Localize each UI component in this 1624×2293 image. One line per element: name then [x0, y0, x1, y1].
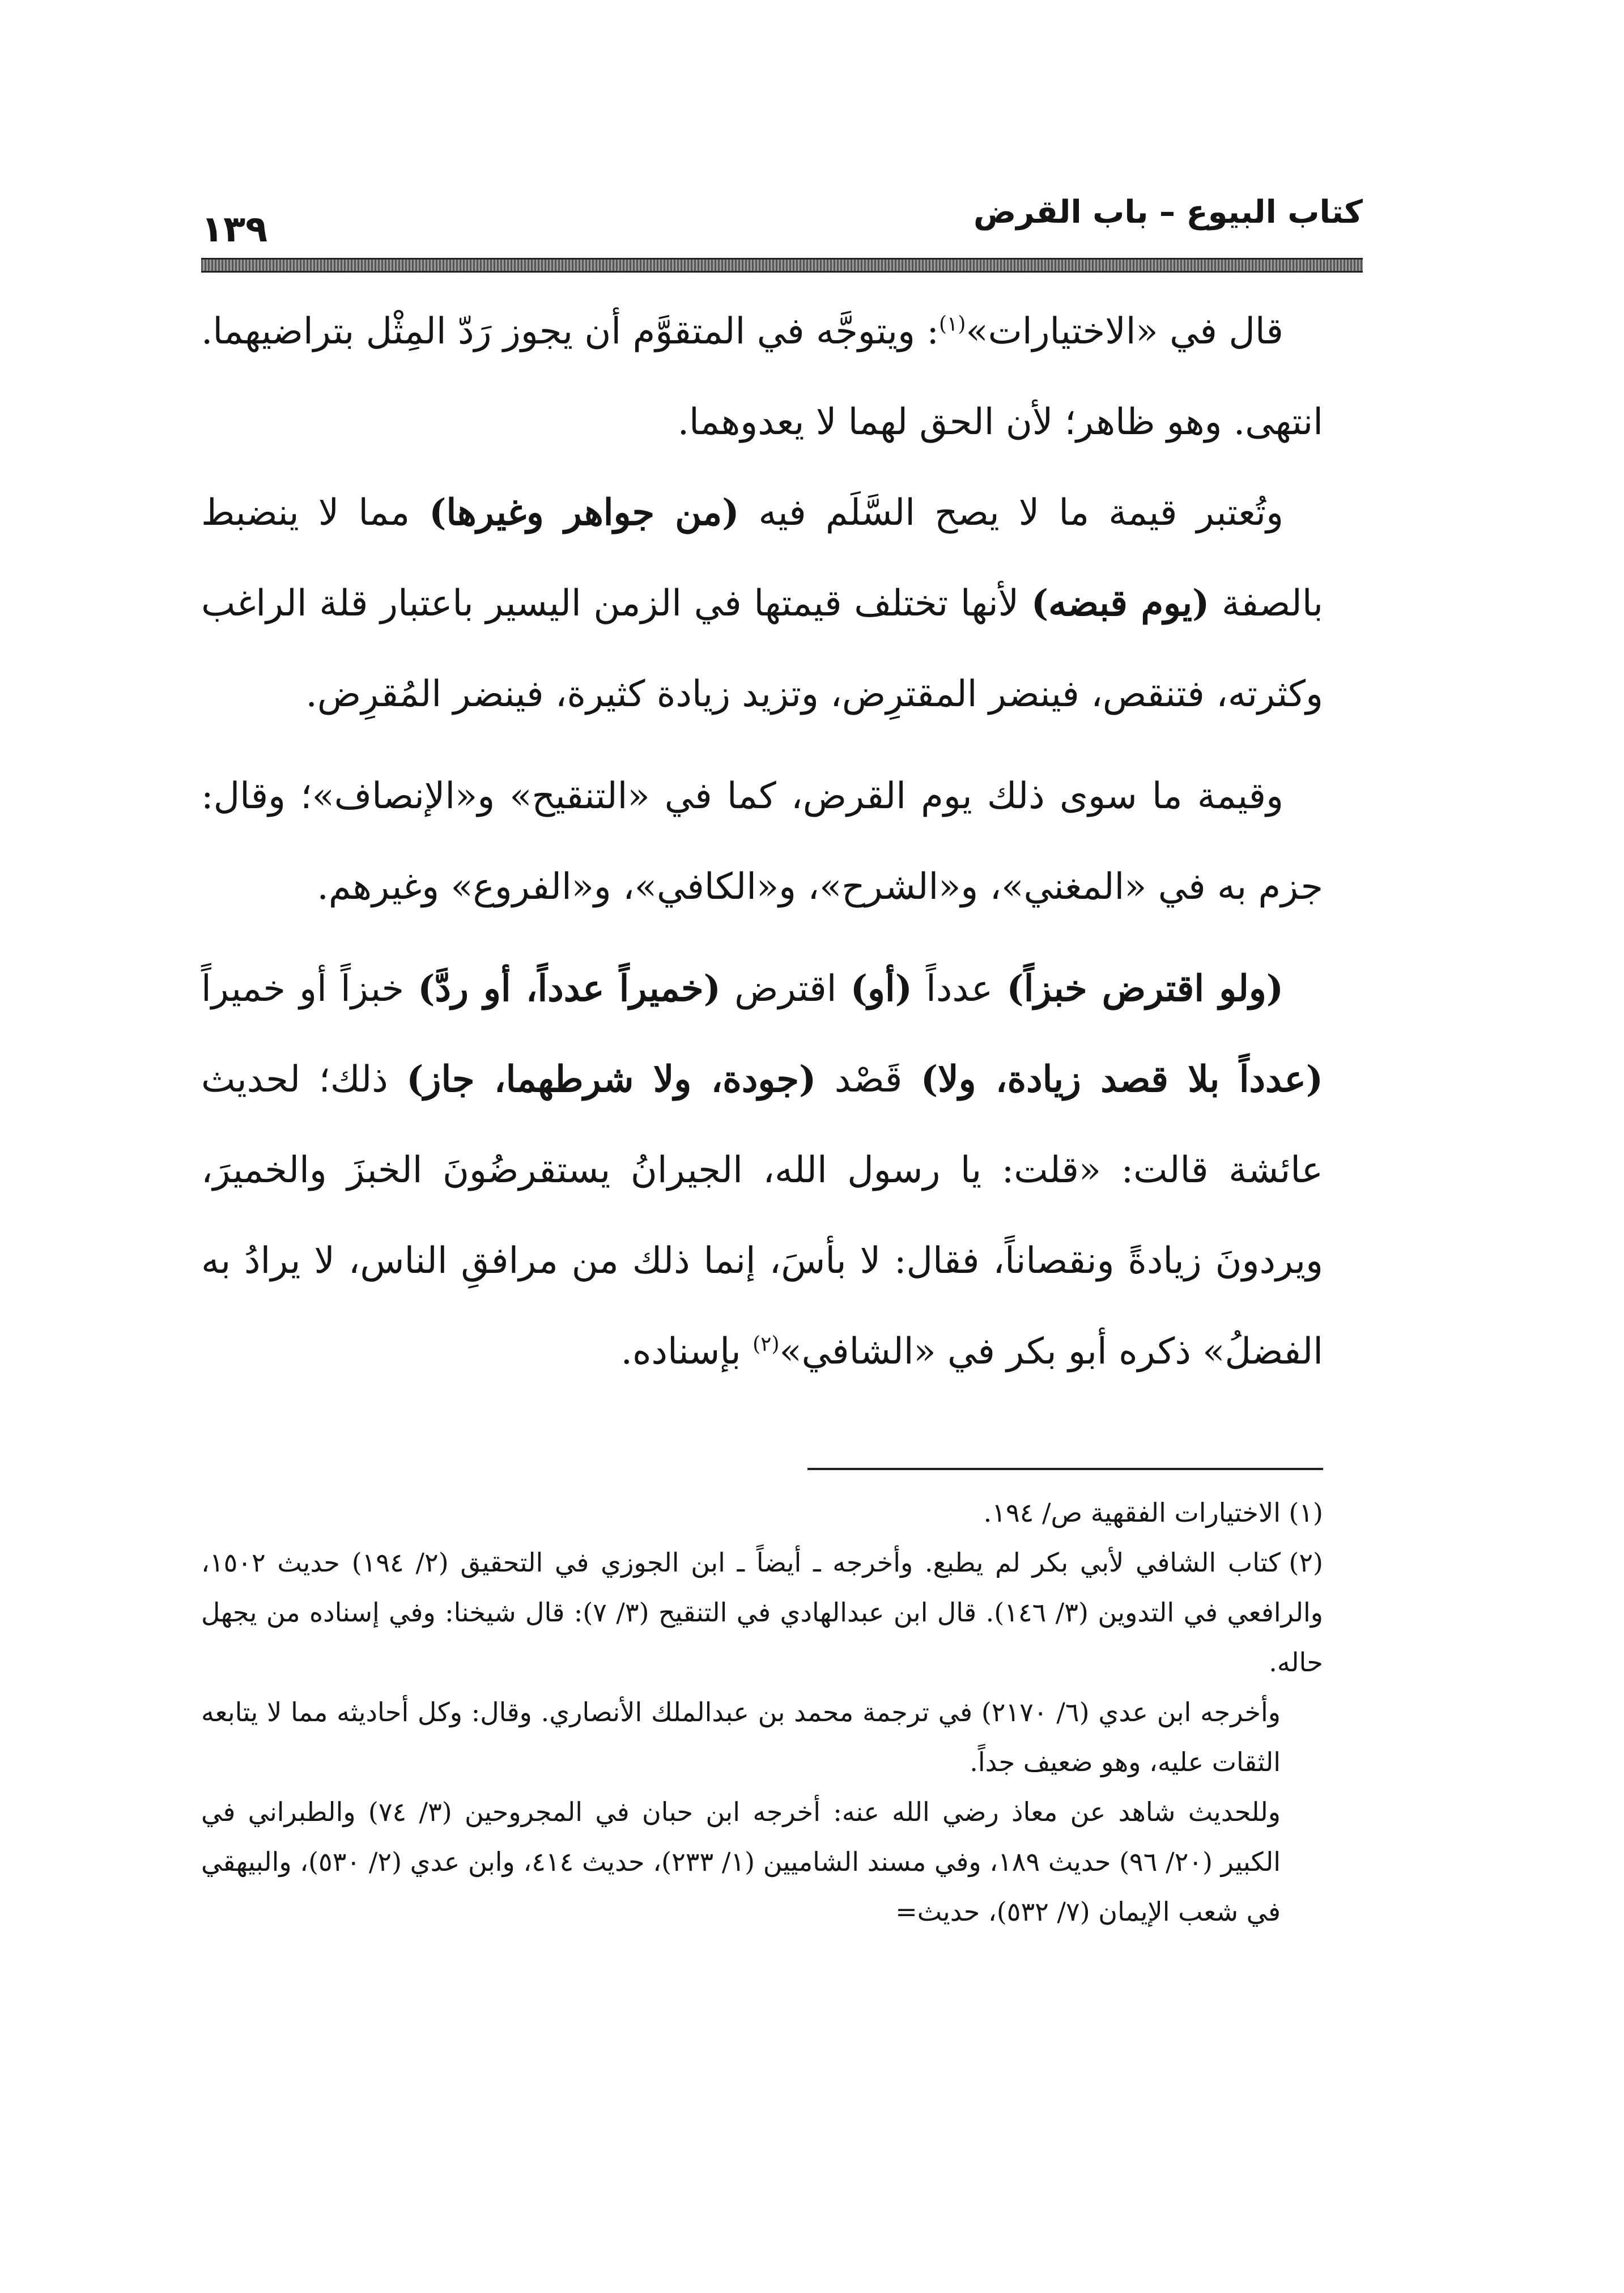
paragraph-2: وتُعتبر قيمة ما لا يصح السَّلَم فيه (من جواهر وغيرها) مما لا ينضبط بالصفة (يوم قبضه) لأنها تختلف قيمتها في الزمن اليسير باعتبار قلة الراغب وكثرته، فتنقص، فينضر المقترِض، وتزيد زيادة كثيرة، فينضر المُقرِض.: [201, 491, 1324, 715]
paragraph-4: (ولو اقترض خبزاً) عدداً (أو) اقترض (خميراً عدداً، أو ردَّ) خبزاً أو خميراً (عدداً بلا قصد زيادة، ولا) قَصْد (جودة، ولا شرطهما، جاز) ذلك؛ لحديث عائشة قالت: «قلت: يا رسول الله، الجيرانُ يستقرضُونَ الخبزَ والخميرَ، ويردونَ زيادةً ونقصاناً، فقال: لا بأسَ، إنما ذلك من مرافقِ الناس، لا يرادُ به الفضلُ» ذكره أبو بكر في «الشافي»$^{(٢)}$ بإسناده.: [201, 967, 1324, 1373]
footnote-2: (٢)كتاب الشافي لأبي بكر لم يطبع. وأخرجه ـ أيضاً ـ ابن الجوزي في التحقيق (٢/ ١٩٤) حديث ١٥٠٢، والرافعي في التدوين (٣/ ١٤٦). قال ابن عبدالهادي في التنقيح (٣/ ٧): قال شيخنا: وفي إسناده من يجهل حاله.: [201, 1538, 1323, 1687]
footnote-ref-1: (١): [939, 312, 966, 336]
footnote-2-continuation: وللحديث شاهد عن معاذ رضي الله عنه: أخرجه ابن حبان في المجروحين (٣/ ٧٤) والطبراني في الكبير (٢٠/ ٩٦) حديث ١٨٩، وفي مسند الشاميين (١/ ٢٣٣)، حديث ٤١٤، وابن عدي (٢/ ٥٣٠)، والبيهقي في شعب الإيمان (٧/ ٥٣٢)، حديث=: [201, 1797, 1281, 1927]
footnote-separator: [807, 1468, 1323, 1470]
footnote-ref-2: (٢): [753, 1332, 780, 1356]
footnote-2-continuation: وأخرجه ابن عدي (٦/ ٢١٧٠) في ترجمة محمد بن عبدالملك الأنصاري. وقال: وكل أحاديثه مما لا يتابعه الثقات عليه، وهو ضعيف جداً.: [201, 1697, 1281, 1777]
page-header: [201, 187, 1363, 255]
paragraph-1: قال في «الاختيارات»$^{(١)}$: ويتوجَّه في المتقوَّم أن يجوز رَدّ المِثْل بتراضيهما. انتهى. وهو ظاهر؛ لأن الحق لهما لا يعدوهما.: [201, 311, 1323, 443]
running-title: كتاب البيوع – باب القرض: [973, 194, 1363, 231]
main-text: [201, 286, 1323, 1397]
footnote-1: (١)الاختيارات الفقهية ص/ ١٩٤.: [201, 1488, 1323, 1538]
header-rule: [201, 258, 1363, 273]
footnote-number: (١): [1289, 1497, 1323, 1528]
footnotes: [201, 1488, 1323, 1937]
page-number: ١٣٩: [201, 209, 268, 250]
footnote-number: (٢): [1289, 1547, 1323, 1578]
paragraph-3: وقيمة ما سوى ذلك يوم القرض، كما في «التنقيح» و«الإنصاف»؛ وقال: جزم به في «المغني»، و«الشرح»، و«الكافي»، و«الفروع» وغيرهم.: [201, 775, 1323, 908]
